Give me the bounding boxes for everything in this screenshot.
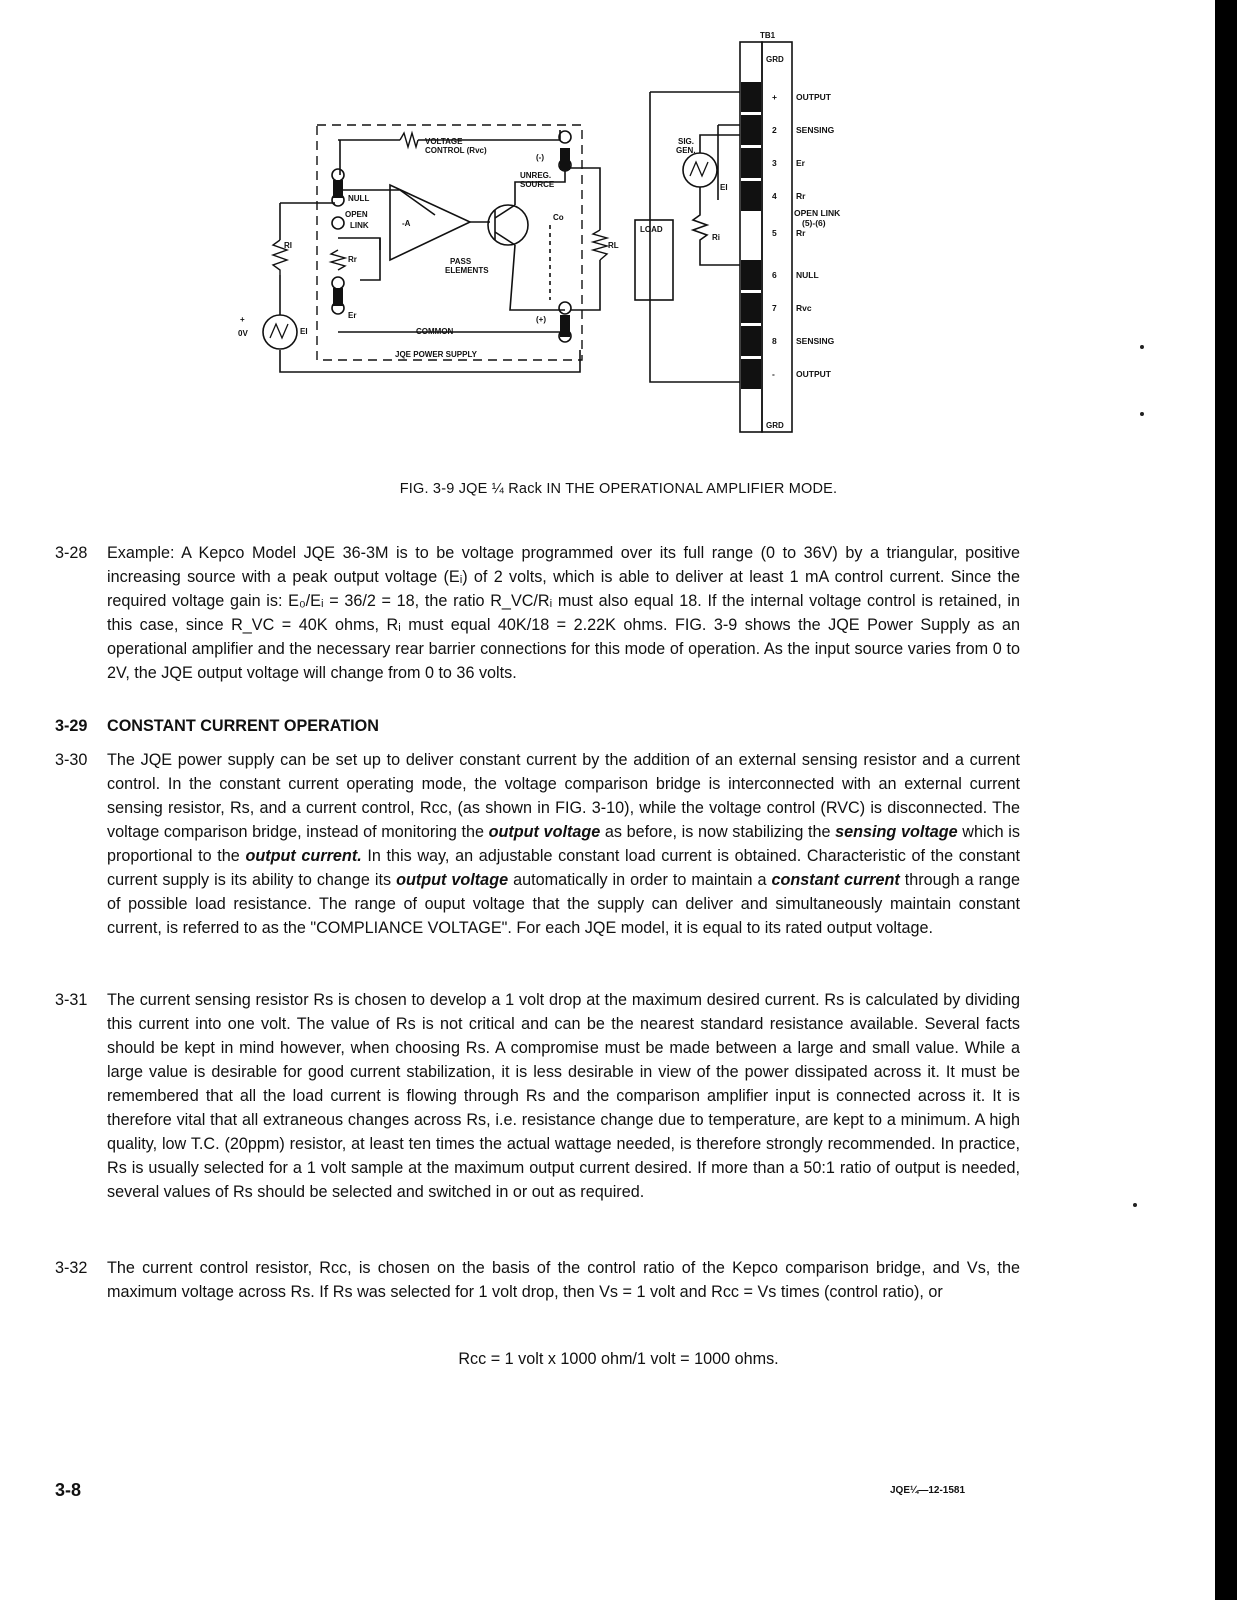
svg-text:TB1: TB1 xyxy=(760,31,776,40)
svg-text:EI: EI xyxy=(300,327,308,336)
label-voltage-control: VOLTAGE xyxy=(425,137,463,146)
terminal-label: OUTPUT xyxy=(796,92,831,102)
svg-text:GRD: GRD xyxy=(766,421,784,430)
terminal-number: 2 xyxy=(772,125,777,135)
open-link-label: OPEN LINK xyxy=(794,208,841,218)
svg-text:+: + xyxy=(240,315,245,324)
svg-text:RI: RI xyxy=(284,241,292,250)
speck xyxy=(1140,412,1144,416)
svg-text:Ri: Ri xyxy=(712,233,720,242)
svg-text:0V: 0V xyxy=(238,329,248,338)
terminal-number: 5 xyxy=(772,228,777,238)
paragraph-3-32: 3-32 The current control resistor, Rcc, is chosen on the basis of the control ratio of the Kepco comparison bridge, and Vs, the maximum voltage across Rs. If Rs was selected for 1 volt drop, then Vs = 1 volt and Rcc = Vs times (control ratio), or xyxy=(55,1256,1020,1304)
svg-text:EI: EI xyxy=(720,183,728,192)
section-heading: 3-29 CONSTANT CURRENT OPERATION xyxy=(55,717,379,735)
terminal-label: NULL xyxy=(796,270,819,280)
terminal-label: Rvc xyxy=(796,303,812,313)
svg-text:GRD: GRD xyxy=(766,55,784,64)
terminal-number: 4 xyxy=(772,191,777,201)
paragraph-body: The JQE power supply can be set up to deliver constant current by the addition of an external sensing resistor and a current control. In the constant current operating mode, the voltage comparison bridge is interconnected with an external current sensing resistor, Rs, and a current control, Rcc, (as shown in FIG. 3-10), while the voltage control (RVC) is disconnected. The voltage comparison bridge, instead of monitoring the output voltage as before, is now stabilizing the sensing voltage which is proportional to the output current. In this way, an adjustable constant load current is obtained. Characteristic of the constant current supply is its ability to change its output voltage automatically in order to maintain a constant current through a range of possible load resistance. The range of ouput voltage that the supply can deliver and simultaneously maintain constant current, is referred to as the "COMPLIANCE VOLTAGE". For each JQE model, it is equal to its rated output voltage. xyxy=(107,751,1020,937)
svg-text:LOAD: LOAD xyxy=(640,225,663,234)
open-link-sub: (5)-(6) xyxy=(802,218,826,228)
terminal-label: SENSING xyxy=(796,125,835,135)
svg-text:SOURCE: SOURCE xyxy=(520,180,555,189)
paragraph-body: Example: A Kepco Model JQE 36-3M is to be voltage programmed over its full range (0 to 36V) by a triangular, positive increasing source with a peak output voltage (Eᵢ) of 2 volts, which is able to deliver at least 1 mA control current. Since the required voltage gain is: E₀/Eᵢ = 36/2 = 18, the ratio R_VC/Rᵢ must also equal 18. If the internal voltage control is retained, in this case, since R_VC = 40K ohms, Rᵢ must equal 40K/18 = 2.22K ohms. FIG. 3-9 shows the JQE Power Supply as an operational amplifier and the necessary rear barrier connections for this mode of operation. As the input source varies from 0 to 2V, the JQE output voltage will change from 0 to 36 volts. xyxy=(107,544,1020,682)
svg-text:GEN.: GEN. xyxy=(676,146,696,155)
paragraph-3-31: 3-31 The current sensing resistor Rs is chosen to develop a 1 volt drop at the maximum desired current. Rs is calculated by dividing this current into one volt. The value of Rs is not critical and can be the nearest standard resistance available. Several facts should be kept in mind however, when choosing Rs. A compromise must be made between a large and small value. While a large value is desirable for good current stabilization, it is less desirable in view of the power dissipated across it. It must be remembered that all the load current is flowing through Rs and the comparison amplifier input is connected across it. It is therefore vital that all extraneous changes across Rs, i.e. resistance change due to temperature, are kept to a minimum. A high quality, low T.C. (20ppm) resistor, at least ten times the actual wattage needed, is therefore strongly recommended. In practice, Rs is usually selected for a 1 volt sample at the maximum output current desired. If more than a 50:1 ratio of output is needed, several values of Rs should be selected and switched in or out as required. xyxy=(55,988,1020,1204)
svg-text:(+): (+) xyxy=(536,315,546,324)
svg-text:Er: Er xyxy=(348,311,357,320)
paragraph-3-30: 3-30 The JQE power supply can be set up to deliver constant current by the addition of an external sensing resistor and a current control. In the constant current operating mode, the voltage comparison bridge is interconnected with an external current sensing resistor, Rs, and a current control, Rcc, (as shown in FIG. 3-10), while the voltage control (RVC) is disconnected. The voltage comparison bridge, instead of monitoring the output voltage as before, is now stabilizing the sensing voltage which is proportional to the output current. In this way, an adjustable constant load current is obtained. Characteristic of the constant current supply is its ability to change its output voltage automatically in order to maintain a constant current through a range of possible load resistance. The range of ouput voltage that the supply can deliver and simultaneously maintain constant current, is referred to as the "COMPLIANCE VOLTAGE". For each JQE model, it is equal to its rated output voltage. xyxy=(55,748,1020,940)
paragraph-body: The current control resistor, Rcc, is chosen on the basis of the control ratio of the Kepco comparison bridge, and Vs, the maximum voltage across Rs. If Rs was selected for 1 volt drop, then Vs = 1 volt and Rcc = Vs times (control ratio), or xyxy=(107,1259,1020,1301)
speck xyxy=(1140,345,1144,349)
paragraph-number: 3-28 xyxy=(55,544,88,562)
terminal-label: Rr xyxy=(796,191,806,201)
svg-text:LINK: LINK xyxy=(350,221,369,230)
svg-text:OPEN: OPEN xyxy=(345,210,368,219)
speck xyxy=(1133,1203,1137,1207)
svg-text:SIG.: SIG. xyxy=(678,137,695,146)
paragraph-3-28 xyxy=(55,541,1020,685)
svg-text:(-): (-) xyxy=(536,153,544,162)
svg-text:NULL: NULL xyxy=(348,194,370,203)
page-number: 3-8 xyxy=(55,1480,82,1500)
svg-text:Co: Co xyxy=(553,213,564,222)
formula: Rcc = 1 volt x 1000 ohm/1 volt = 1000 ohms. xyxy=(458,1350,779,1368)
svg-text:UNREG.: UNREG. xyxy=(520,171,552,180)
terminal-number: 6 xyxy=(772,270,777,280)
svg-text:ELEMENTS: ELEMENTS xyxy=(445,266,489,275)
svg-text:JQE POWER SUPPLY: JQE POWER SUPPLY xyxy=(395,350,477,359)
paragraph-body: The current sensing resistor Rs is chosen to develop a 1 volt drop at the maximum desired current. Rs is calculated by dividing this current into one volt. The value of Rs is not critical and can be the nearest standard resistance available. Several facts should be kept in mind however, when choosing Rs. A compromise must be made between a large and small value. While a large value is desirable for good current stabilization, it is less desirable in view of the power dissipated across it. It must be remembered that all the load current is flowing through Rs and the comparison amplifier input is connected across it. It is therefore vital that all extraneous changes across Rs, i.e. resistance change due to temperature, are kept to a minimum. A high quality, low T.C. (20ppm) resistor, at least ten times the actual wattage needed, is therefore strongly recommended. In practice, Rs is usually selected for a 1 volt sample at the maximum output current desired. If more than a 50:1 ratio of output is needed, several values of Rs should be selected and switched in or out as required. xyxy=(107,991,1020,1201)
document-id: JQE¼—12-1581 xyxy=(890,1485,966,1496)
svg-text:RL: RL xyxy=(608,241,619,250)
svg-text:PASS: PASS xyxy=(450,257,472,266)
figure-caption: FIG. 3-9 JQE ¼ Rack IN THE OPERATIONAL AMPLIFIER MODE. xyxy=(399,481,838,497)
terminal-label: Rr xyxy=(796,228,806,238)
terminal-number: 8 xyxy=(772,336,777,346)
svg-text:Rr: Rr xyxy=(348,255,357,264)
terminal-label: SENSING xyxy=(796,336,835,346)
terminal-number: + xyxy=(772,92,777,102)
svg-text:COMMON: COMMON xyxy=(416,327,454,336)
svg-text:-A: -A xyxy=(402,219,411,228)
terminal-label: Er xyxy=(796,158,805,168)
terminal-label: OUTPUT xyxy=(796,369,831,379)
terminal-number: 3 xyxy=(772,158,777,168)
terminal-number: 7 xyxy=(772,303,777,313)
terminal-number: - xyxy=(772,369,775,379)
circuit-diagram xyxy=(220,20,880,440)
svg-text:CONTROL (Rvc): CONTROL (Rvc) xyxy=(425,146,487,155)
